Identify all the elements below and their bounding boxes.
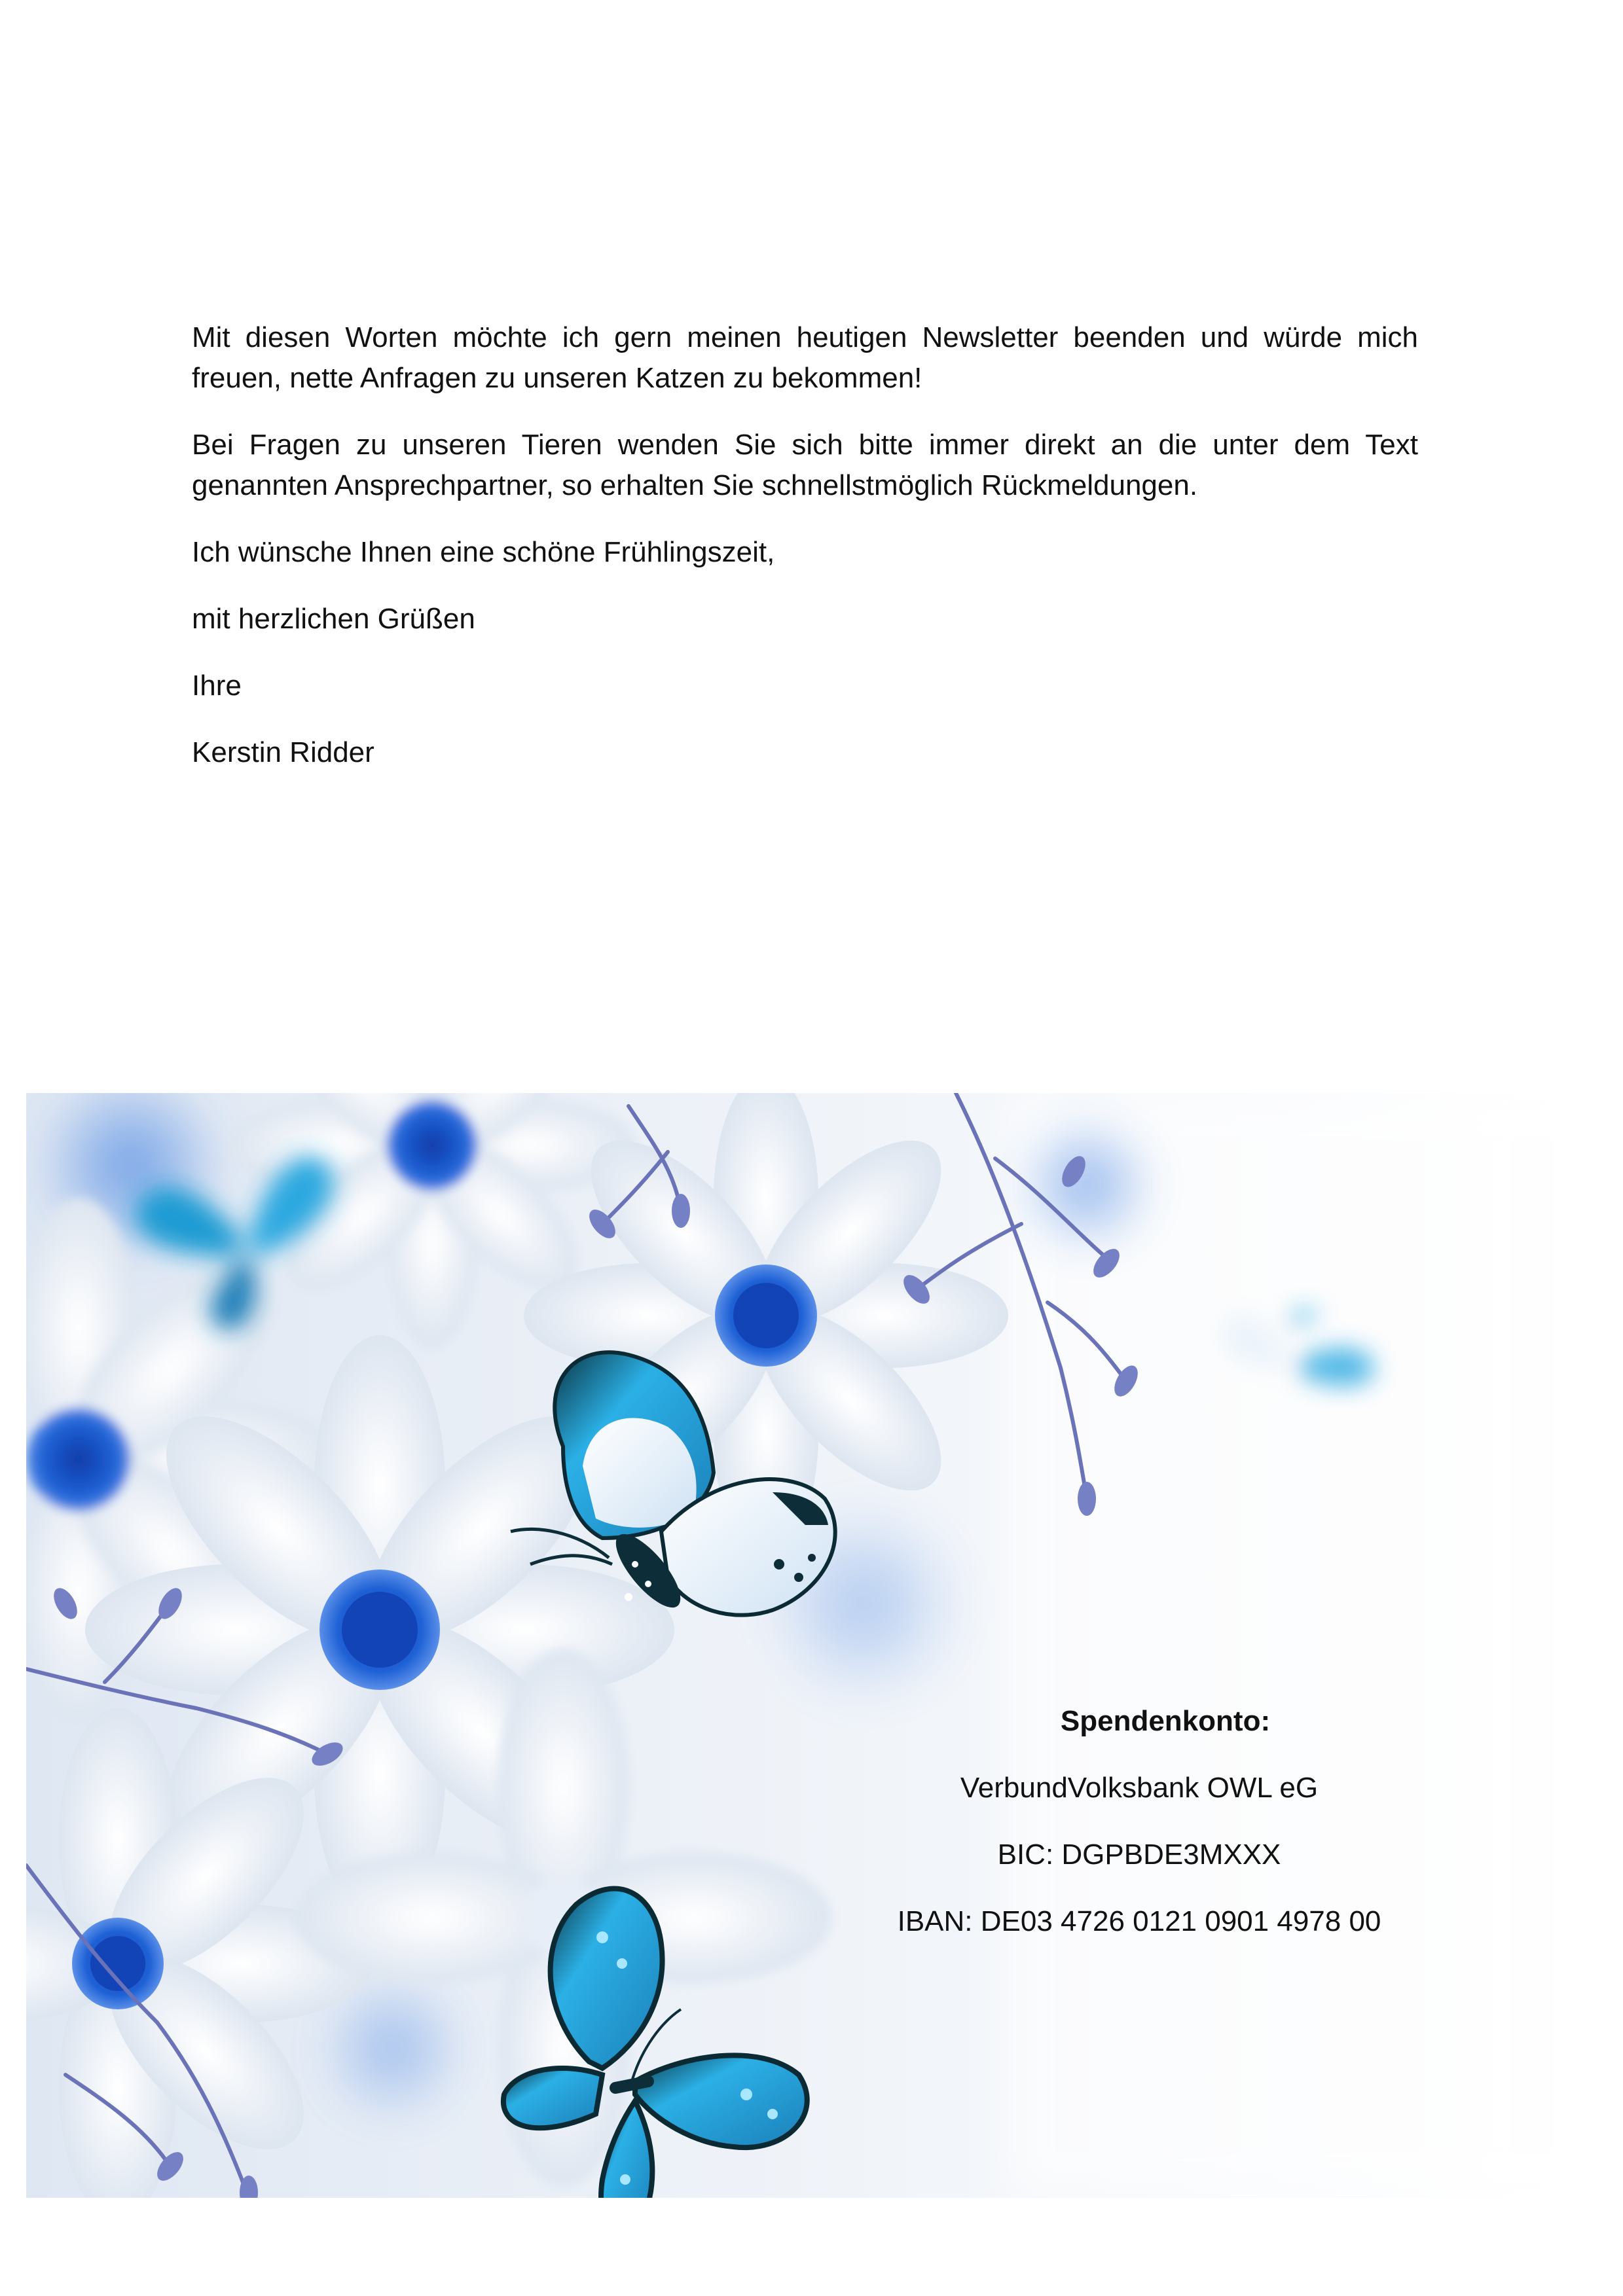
signature-name: Kerstin Ridder [192,736,374,768]
spring-wish-line: Ich wünsche Ihnen eine schöne Frühlingszeit, [192,536,775,568]
bank-name: VerbundVolksbank OWL eG [960,1772,1319,1804]
donation-account-box [838,1705,1440,1972]
greeting-line: mit herzlichen Grüßen [192,603,475,635]
donation-heading: Spendenkonto: [1060,1705,1271,1737]
closing-paragraph: Mit diesen Worten möchte ich gern meinen heutigen Newsletter beenden und würde mich freuen, nette Anfragen zu unseren Katzen zu bekommen! [192,321,1418,394]
letter-body [192,317,1418,799]
iban-number: IBAN: DE03 4726 0121 0901 4978 00 [897,1905,1381,1937]
signoff-line: Ihre [192,670,242,702]
bic-code: BIC: DGPBDE3MXXX [997,1839,1281,1871]
artwork-svg [26,1093,1597,2198]
butterfly-flower-artwork [26,1093,1597,2198]
contact-paragraph: Bei Fragen zu unseren Tieren wenden Sie sich bitte immer direkt an die unter dem Text genannten Ansprechpartner, so erhalten Sie schnellstmöglich Rückmeldungen. [192,429,1418,501]
